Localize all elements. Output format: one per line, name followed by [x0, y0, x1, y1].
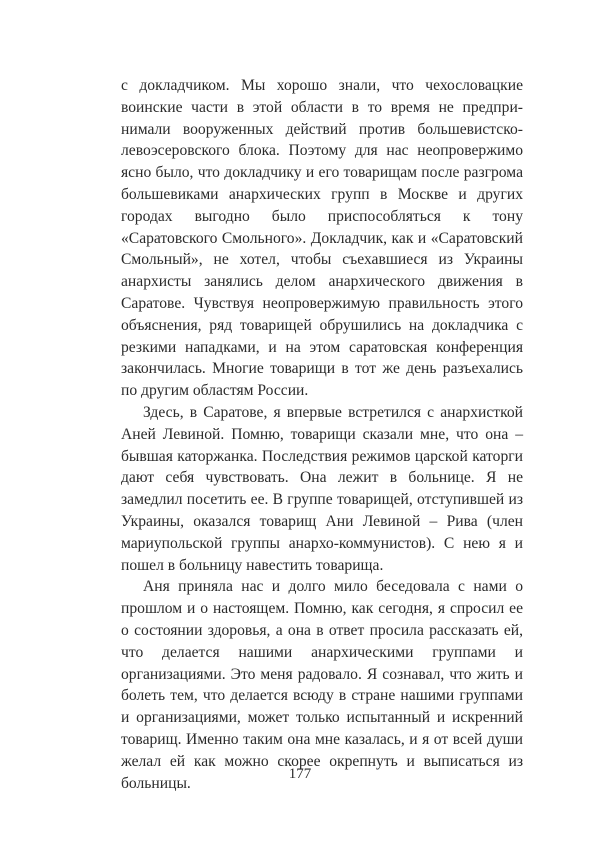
page-number: 177 — [288, 766, 312, 782]
paragraph-1: с докладчиком. Мы хорошо знали, что чехословацкие воинские части в этой области в то время не предпринимали вооруженных действий против большевистско-левоэсеровского блока. Поэтому для нас неопровержимо ясно было, что докладчику и его товарищам после разгрома большевиками анархических групп в Москве и других городах выгодно было приспособляться к тону «Саратовского Смольного». Докладчик, как и «Саратовский Смольный», не хотел, чтобы съехавшиеся из Украины анархисты занялись делом анархического движения в Саратове. Чувствуя неопровержимую правильность этого объяснения, ряд товарищей обрушились на докладчика с резкими нападками, и на этом саратовская конференция закончилась. Многие товарищи в тот же день разъехались по другим областям России. — [121, 77, 523, 400]
paragraph-3: Аня приняла нас и долго мило беседовала с нами о прошлом и о настоящем. Помню, как сегодня, я спросил ее о состоянии здоровья, а она в ответ просила рассказать ей, что делается нашими анархическими группами и организациями. Это меня радовало. Я сознавал, что жить и болеть тем, что делается всюду в стране нашими группами и организациями, может только испытанный и искренний товарищ. Именно таким она мне казалась, и я от всей души желал ей как можно скорее окрепнуть и выписаться из больницы. — [121, 578, 523, 792]
body-text — [121, 75, 523, 794]
paragraph-2: Здесь, в Саратове, я впервые встретился с анархисткой Аней Левиной. Помню, товарищи сказали мне, что она – бывшая каторжанка. Последствия режимов царской каторги дают себя чувствовать. Она лежит в больнице. Я не замедлил посетить ее. В группе товарищей, отступившей из Украины, оказался товарищ Ани Левиной – Рива (член мариупольской группы анархо-коммунистов). С нею я и пошел в больницу навестить товарища. — [121, 403, 523, 574]
